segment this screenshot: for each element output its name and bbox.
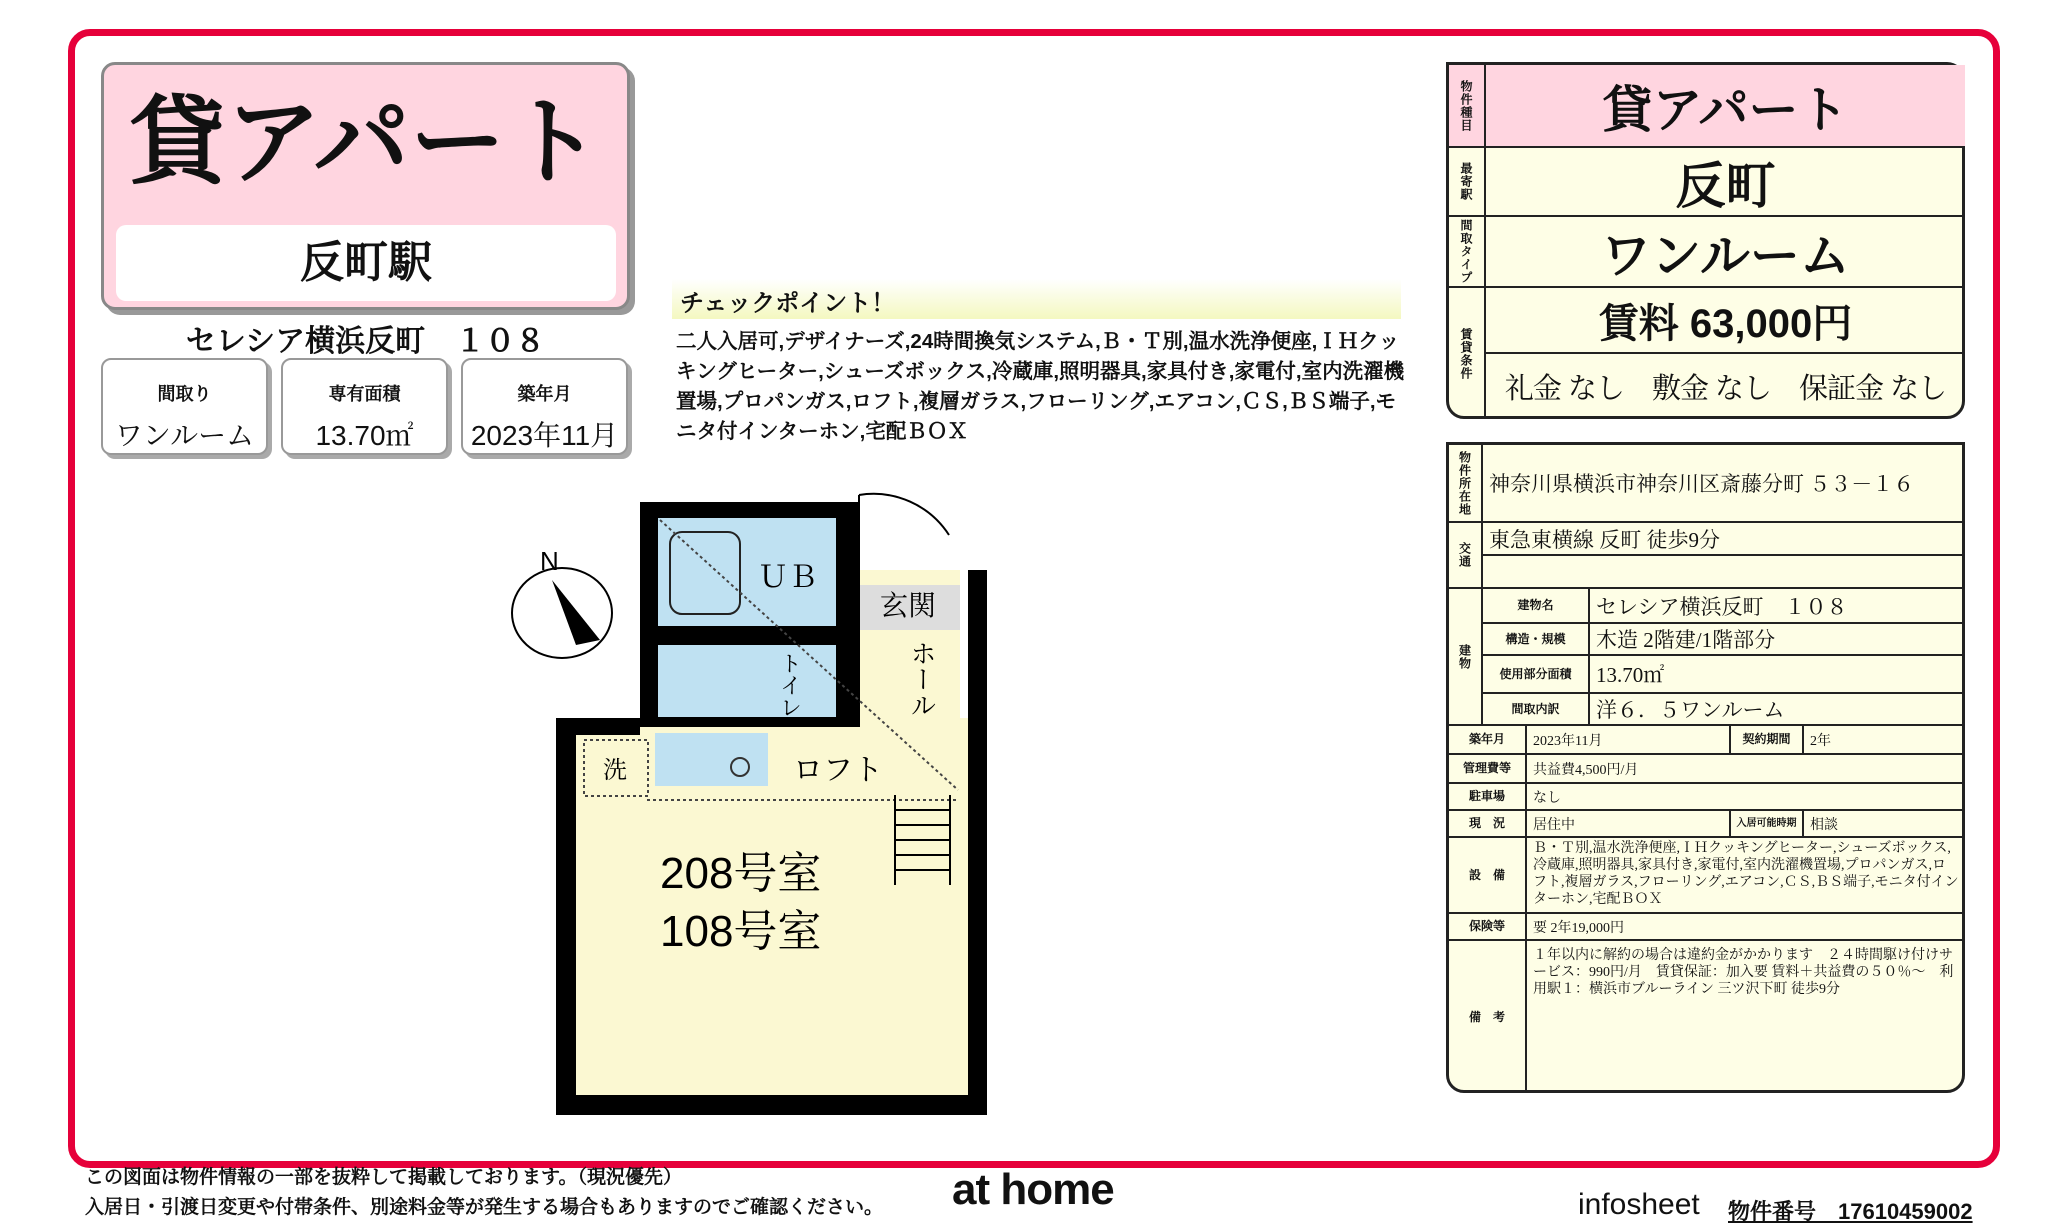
mgmt-label: 管理費等 [1449, 755, 1527, 784]
movein-label: 入居可能時期 [1731, 811, 1804, 838]
station-value: 反町 [1486, 148, 1965, 217]
room-label-108: 108号室 [660, 907, 822, 956]
address-value: 神奈川県横浜市神奈川区斎藤分町 ５３－１６ [1483, 445, 1965, 523]
status-value: 居住中 [1527, 811, 1731, 838]
summary-table [1446, 62, 1965, 419]
layout-detail-value: 洋６．５ワンルーム [1590, 694, 1965, 726]
floor-plan [510, 490, 1010, 1130]
structure-value: 木造 2階建/1階部分 [1590, 624, 1965, 656]
fees-value: 礼金 なし 敷金 なし 保証金 なし [1504, 373, 1947, 405]
ub-label: ＵＢ [758, 561, 818, 594]
layout-card [101, 358, 268, 455]
term-label: 契約期間 [1731, 726, 1804, 755]
footer-disclaimer [85, 1163, 883, 1223]
rent-value: 賃料 63,000円 [1486, 288, 1965, 354]
checkpoint-text: 二人入居可,デザイナーズ,24時間換気システム,Ｂ・Ｔ別,温水洗浄便座,ＩＨクッキングヒーター,シューズボックス,冷蔵庫,照明器具,家具付き,家電付,室内洗濯機置場,プロパンガス,ロフト,複層ガラス,フローリング,エアコン,ＣＳ,ＢＳ端子,モニタ付インターホン,宅配ＢＯＸ [676, 330, 1405, 443]
area-label: 使用部分面積 [1483, 656, 1590, 694]
bname-value: セレシア横浜反町 １０８ [1590, 589, 1965, 624]
station-label: 最寄駅 [1449, 148, 1486, 217]
loft-label: ロフト [793, 754, 883, 787]
room-label-208: 208号室 [660, 849, 822, 898]
bname-label: 建物名 [1483, 589, 1590, 624]
notes-label: 備 考 [1449, 941, 1527, 1093]
genkan-label: 玄関 [880, 590, 937, 621]
parking-label: 駐車場 [1449, 784, 1527, 811]
equipment-value: Ｂ・Ｔ別,温水洗浄便座,ＩＨクッキングヒーター,シューズボックス,冷蔵庫,照明器具,家具付き,家電付,室内洗濯機置場,プロパンガス,ロフト,複層ガラス,フローリング,エアコン,ＣＳ,ＢＳ端子,モニタ付インターホン,宅配ＢＯＸ [1527, 838, 1965, 914]
card-value: ワンルーム [114, 420, 255, 451]
layout-detail-label: 間取内訳 [1483, 694, 1590, 726]
details-table [1446, 442, 1965, 1093]
compass-icon [512, 568, 612, 658]
built-label: 築年月 [1449, 726, 1527, 755]
type-label: 物件種目 [1449, 65, 1486, 148]
address-label: 物件所在地 [1449, 445, 1483, 523]
transport-label: 交通 [1449, 523, 1483, 589]
north-label: N [540, 546, 559, 576]
structure-label: 構造・規模 [1483, 624, 1590, 656]
hall-label: ホール [907, 640, 937, 718]
layout-type-value: ワンルーム [1486, 217, 1965, 288]
type-card [101, 62, 630, 310]
property-number: 物件番号 17610459002 [1728, 1199, 1973, 1224]
transport-value-2 [1483, 556, 1965, 589]
insurance-label: 保険等 [1449, 914, 1527, 941]
building-name: セレシア横浜反町 １０８ [185, 325, 546, 358]
disclaimer-line-2: 入居日・引渡日変更や付帯条件、別途料金等が発生する場合もありますのでご確認ください。 [85, 1197, 884, 1218]
station-label: 反町駅 [116, 225, 616, 301]
toilet-area [658, 645, 836, 717]
disclaimer-line-1: この図面は物件情報の一部を抜粋して掲載しております。（現況優先） [85, 1167, 682, 1188]
athome-logo: at home [952, 1165, 1114, 1214]
card-label: 間取り [157, 384, 212, 404]
card-label: 専有面積 [328, 384, 401, 404]
built-card [461, 358, 628, 455]
toilet-label: トイレ [777, 652, 803, 718]
card-value: 2023年11月 [470, 420, 619, 451]
mgmt-value: 共益費4,500円/月 [1527, 755, 1965, 784]
area-card [281, 358, 448, 455]
wash-label: 洗 [603, 757, 627, 784]
card-label: 築年月 [517, 384, 572, 404]
checkpoint-title: チェックポイント！ [672, 279, 1401, 319]
card-value: 13.70㎡ [315, 420, 414, 451]
equipment-label: 設 備 [1449, 838, 1527, 914]
term-value: 2年 [1804, 726, 1965, 755]
notes-value: １年以内に解約の場合は違約金がかかります ２４時間駆け付けサービス：990円/月 賃貸保証：加入要 賃料＋共益費の５０％～ 利用駅１：横浜市ブルーライン 三ツ沢下町 徒歩9分 [1533, 948, 1954, 997]
type-value: 貸アパート [1486, 65, 1965, 148]
layout-type-label: 間取タイプ [1449, 217, 1486, 288]
terms-label: 賃貸条件 [1449, 288, 1486, 419]
kitchen-area [655, 733, 768, 786]
transport-value-1: 東急東横線 反町 徒歩9分 [1483, 523, 1965, 556]
parking-value: なし [1527, 784, 1965, 811]
building-label: 建物 [1449, 589, 1483, 726]
area-value: 13.70㎡ [1590, 656, 1965, 694]
built-value: 2023年11月 [1527, 726, 1731, 755]
infosheet-label: infosheet [1578, 1188, 1700, 1221]
insurance-value: 要 2年19,000円 [1527, 914, 1965, 941]
status-label: 現 況 [1449, 811, 1527, 838]
movein-value: 相談 [1804, 811, 1965, 838]
property-type-title: 貸アパート [129, 89, 602, 196]
